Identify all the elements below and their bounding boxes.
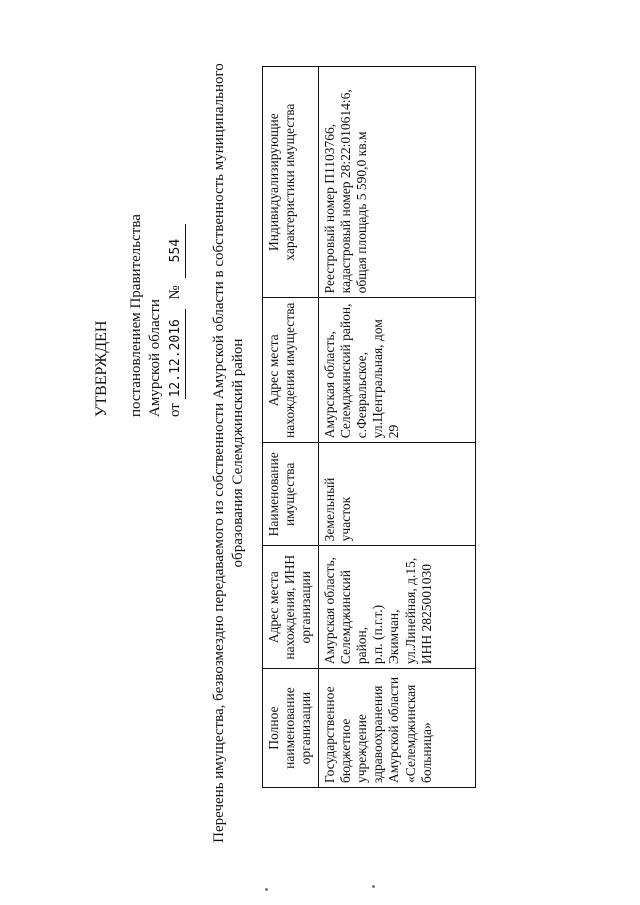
approval-line-1: постановлением Правительства — [127, 213, 144, 417]
header-property-address: Адрес места нахождения имущества — [263, 297, 319, 442]
cell-line: учреждение — [353, 713, 369, 783]
cell-line: Селемджинский — [337, 569, 353, 664]
cell-line: кадастровый номер 28:22:010614:6, — [337, 88, 353, 293]
cell-line: «Селемджинская — [402, 684, 418, 783]
header-org-address: Адрес места нахождения, ИНН организации — [263, 545, 319, 668]
approval-number: 554 — [168, 223, 186, 277]
header-org-name: Полное наименование организации — [263, 668, 319, 787]
approval-heading: УТВЕРЖДЕН — [93, 320, 110, 417]
cell-characteristics — [318, 66, 475, 297]
cell-line: Земельный — [321, 477, 337, 541]
cell-line: ул.Линейная, д.15, — [402, 557, 418, 664]
cell-org-name — [318, 668, 475, 787]
cell-property-name — [318, 442, 475, 545]
cell-org-address — [318, 545, 475, 668]
cell-line: Селемджинский район, — [337, 303, 353, 438]
cell-line: район, — [353, 626, 369, 664]
header-characteristics: Индивидуализирующие характеристики имущества — [263, 66, 319, 297]
approval-date-prefix: от — [166, 402, 183, 417]
cell-line: ИНН 2825001030 — [418, 563, 434, 664]
scan-speck — [372, 885, 375, 888]
table-row — [318, 66, 475, 787]
approval-number-label: № — [166, 284, 183, 300]
approval-stamp — [92, 214, 186, 417]
cell-line: больница» — [418, 721, 434, 783]
document-title — [210, 63, 248, 843]
approval-line-2: Амурской области — [147, 298, 164, 417]
cell-line: Амурской области — [386, 676, 402, 783]
title-line-1: Перечень имущества, безвозмездно передаваемого из собственности Амурской области в собственность муниципального — [211, 62, 227, 843]
cell-line: общая площадь 5 590,0 кв.м — [353, 131, 369, 293]
cell-line: здравоохранения — [370, 684, 386, 783]
cell-line: р.п. (п.г.т.) Экимчан, — [370, 604, 402, 664]
cell-line: Государственное — [321, 685, 337, 783]
cell-line: ул.Центральная, дом 29 — [370, 318, 402, 438]
cell-line: бюджетное — [337, 718, 353, 783]
table-header-row — [263, 66, 319, 787]
approval-date-line — [166, 214, 186, 417]
cell-line: Реестровый номер П1103766, — [321, 123, 337, 293]
cell-property-address — [318, 297, 475, 442]
document-page — [40, 23, 600, 883]
approval-date: 12.12.2016 — [168, 309, 186, 399]
cell-line: участок — [337, 496, 353, 541]
header-property-name: Наименование имущества — [263, 442, 319, 545]
cell-line: Амурская область, — [321, 556, 337, 664]
cell-line: Амурская область, — [321, 330, 337, 438]
scan-speck — [265, 888, 268, 891]
cell-line: с.Февральское, — [353, 351, 369, 438]
property-table — [262, 66, 476, 788]
title-line-2: образования Селемджинский район — [229, 338, 246, 567]
